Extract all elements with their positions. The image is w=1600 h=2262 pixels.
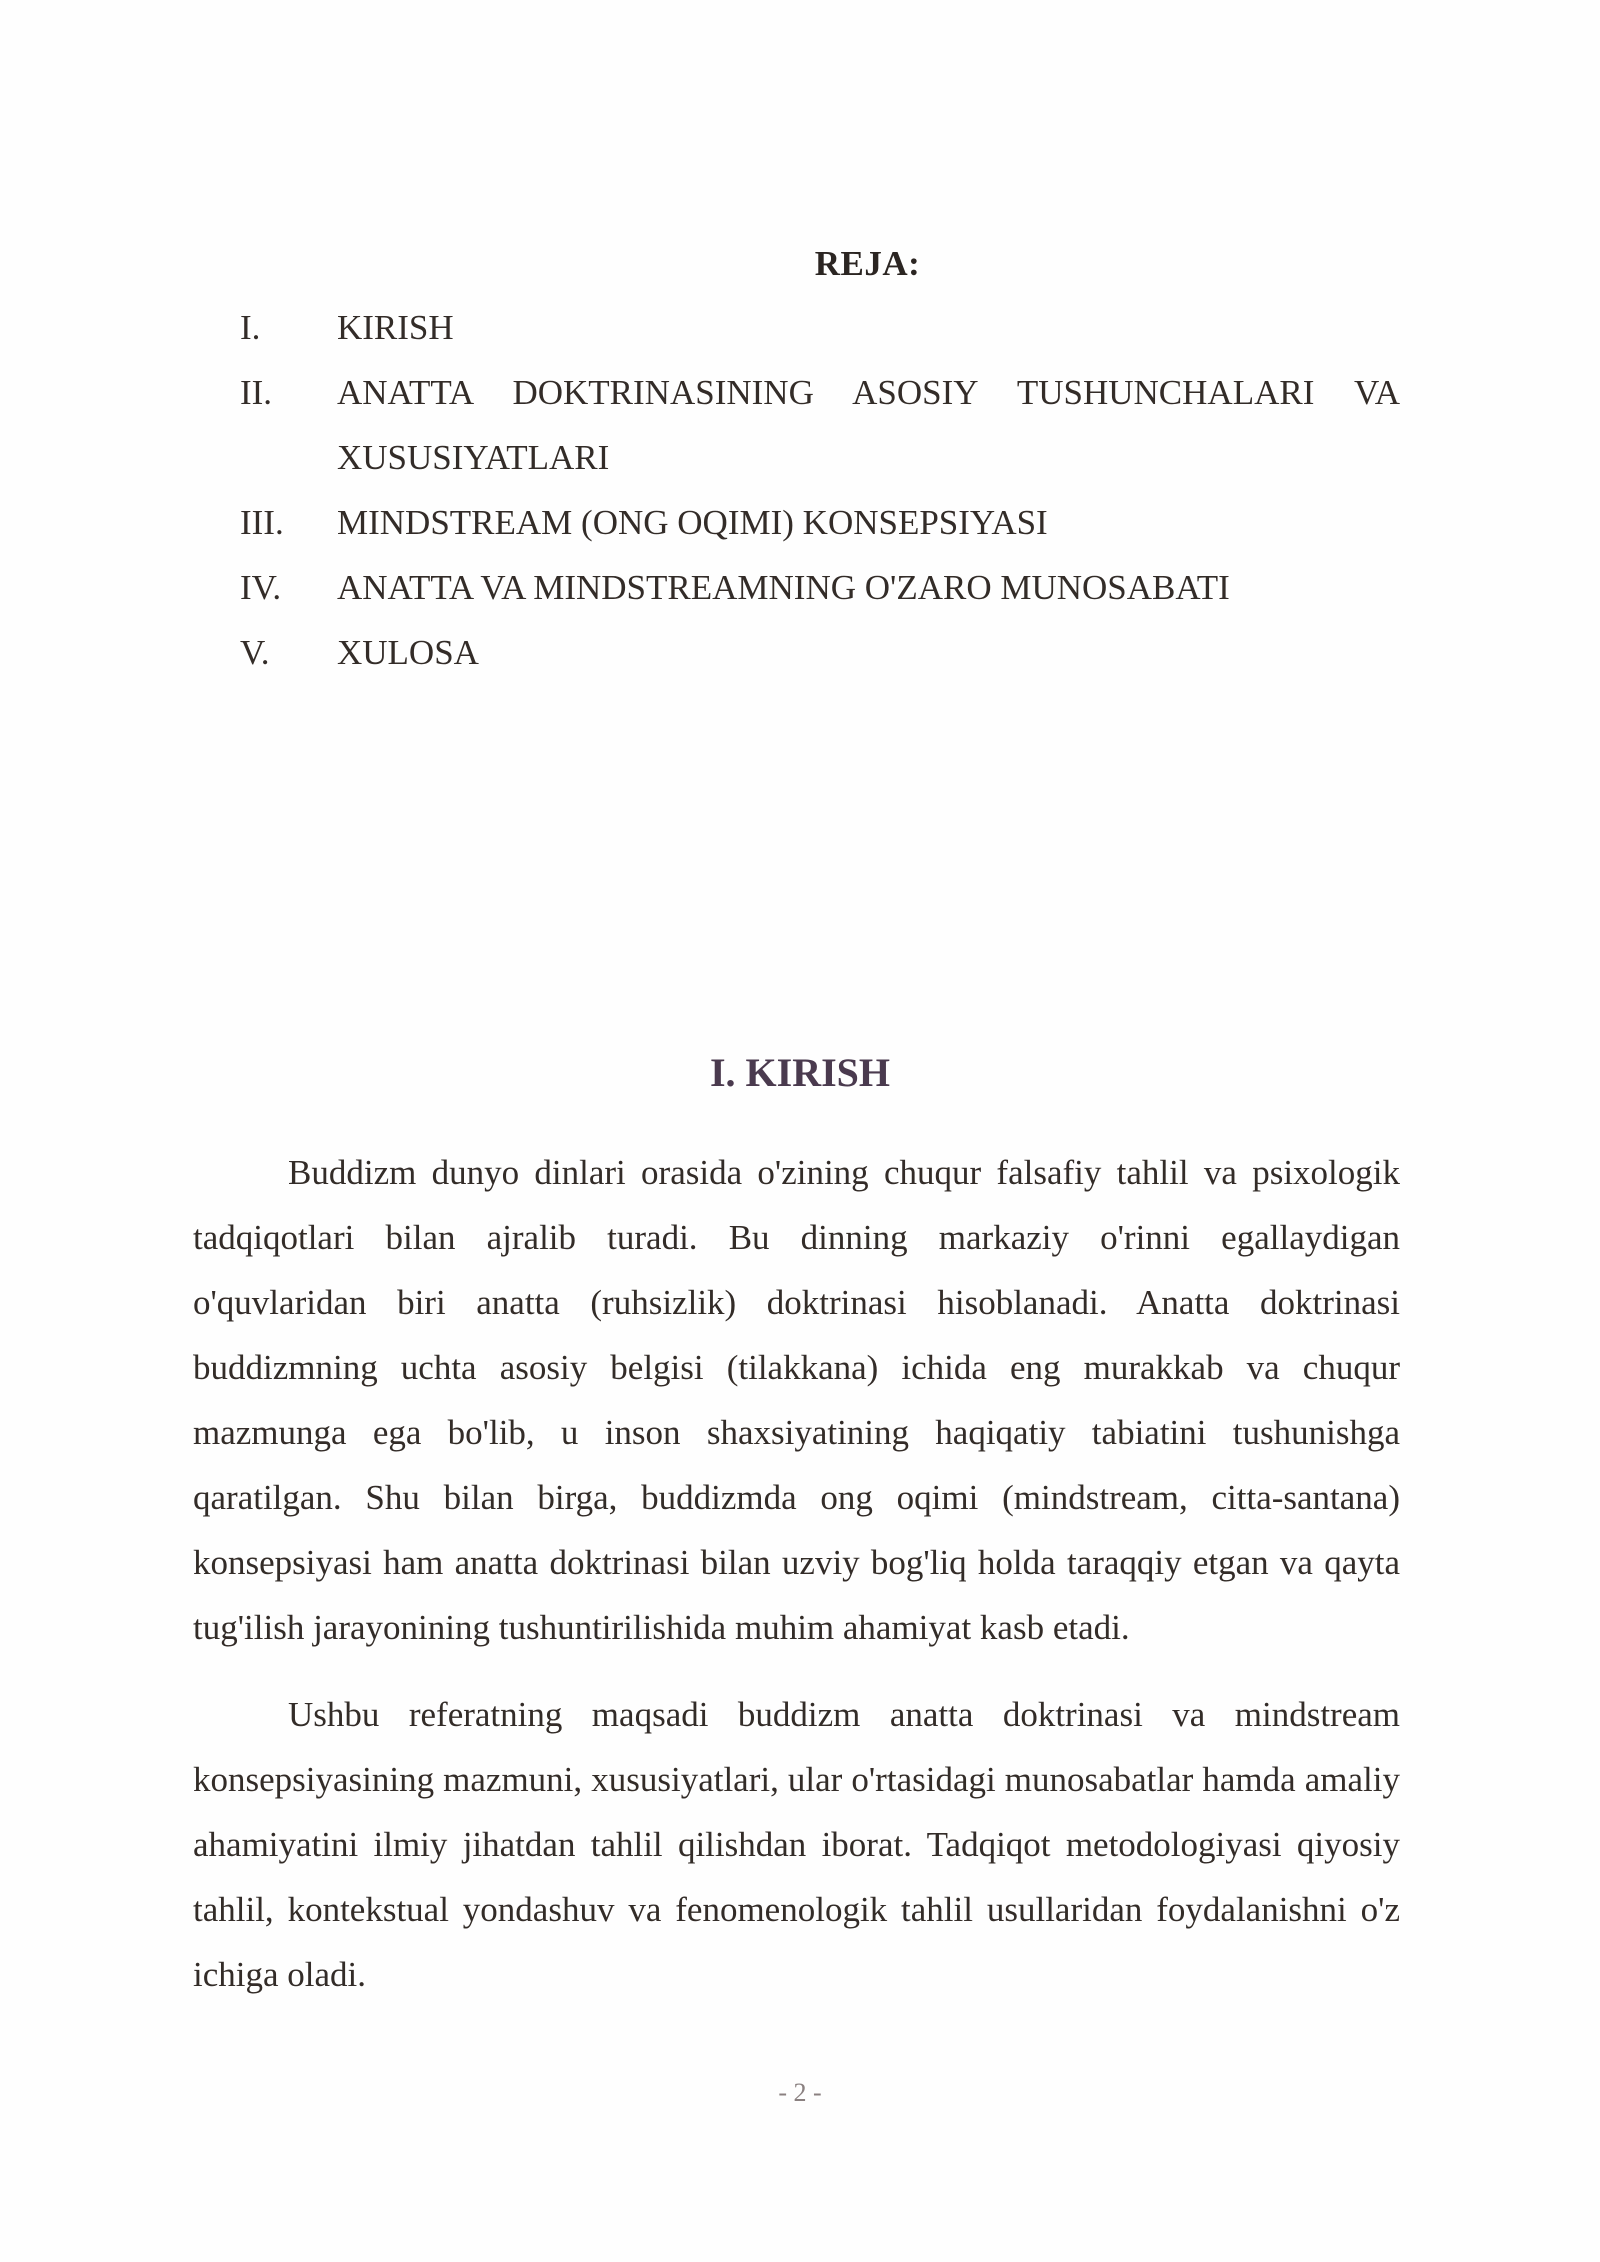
plan-item-5 <box>240 620 1400 685</box>
plan-list <box>240 295 1400 685</box>
plan-item-text: XULOSA <box>337 633 479 672</box>
plan-item-1 <box>240 295 1400 360</box>
plan-item-number: II. <box>240 373 273 412</box>
plan-item-number: III. <box>240 503 284 542</box>
plan-item-text-block <box>337 360 1400 490</box>
section-heading: I. KIRISH <box>709 1050 891 1095</box>
paragraph: Buddizm dunyo dinlari orasida o'zining chuqur falsafiy tahlil va psixologik tadqiqotlari bilan ajralib turadi. Bu dinning markaziy o'rinni egallaydigan o'quvlaridan biri anatta (ruhsizlik) doktrinasi hisoblanadi. Anatta doktrinasi buddizmning uchta asosiy belgisi (tilakkana) ichida eng murakkab va chuqur mazmunga ega bo'lib, u inson shaxsiyatining haqiqatiy tabiatini tushunishga qaratilgan. Shu bilan birga, buddizmda ong oqimi (mindstream, citta-santana) konsepsiyasi ham anatta doktrinasi bilan uzviy bog'liq holda taraqqiy etgan va qayta tug'ilish jarayonining tushuntirilishida muhim ahamiyat kasb etadi. <box>193 1153 1400 1647</box>
paragraph: Ushbu referatning maqsadi buddizm anatta doktrinasi va mindstream konsepsiyasining mazmuni, xususiyatlari, ular o'rtasidagi munosabatlar hamda amaliy ahamiyatini ilmiy jihatdan tahlil qilishdan iborat. Tadqiqot metodologiyasi qiyosiy tahlil, kontekstual yondashuv va fenomenologik tahlil usullaridan foydalanishni o'z ichiga oladi. <box>193 1695 1400 1994</box>
plan-item-3 <box>240 490 1400 555</box>
plan-item-number: IV. <box>240 568 282 607</box>
plan-title: REJA: <box>814 244 921 283</box>
plan-item-text: ANATTA VA MINDSTREAMNING O'ZARO MUNOSABATI <box>337 568 1230 607</box>
plan-item-2 <box>240 360 1400 490</box>
plan-item-text: KIRISH <box>337 308 454 347</box>
section-body <box>193 1140 1400 2029</box>
plan-item-number: I. <box>240 308 261 347</box>
plan-item-text: MINDSTREAM (ONG OQIMI) KONSEPSIYASI <box>337 503 1048 542</box>
page-number: - 2 - <box>778 2078 822 2107</box>
plan-item-4 <box>240 555 1400 620</box>
plan-item-text-continued: XUSUSIYATLARI <box>337 438 610 477</box>
plan-item-number: V. <box>240 633 270 672</box>
plan-item-text: ANATTA DOKTRINASINING ASOSIY TUSHUNCHALARI VA <box>337 373 1400 412</box>
